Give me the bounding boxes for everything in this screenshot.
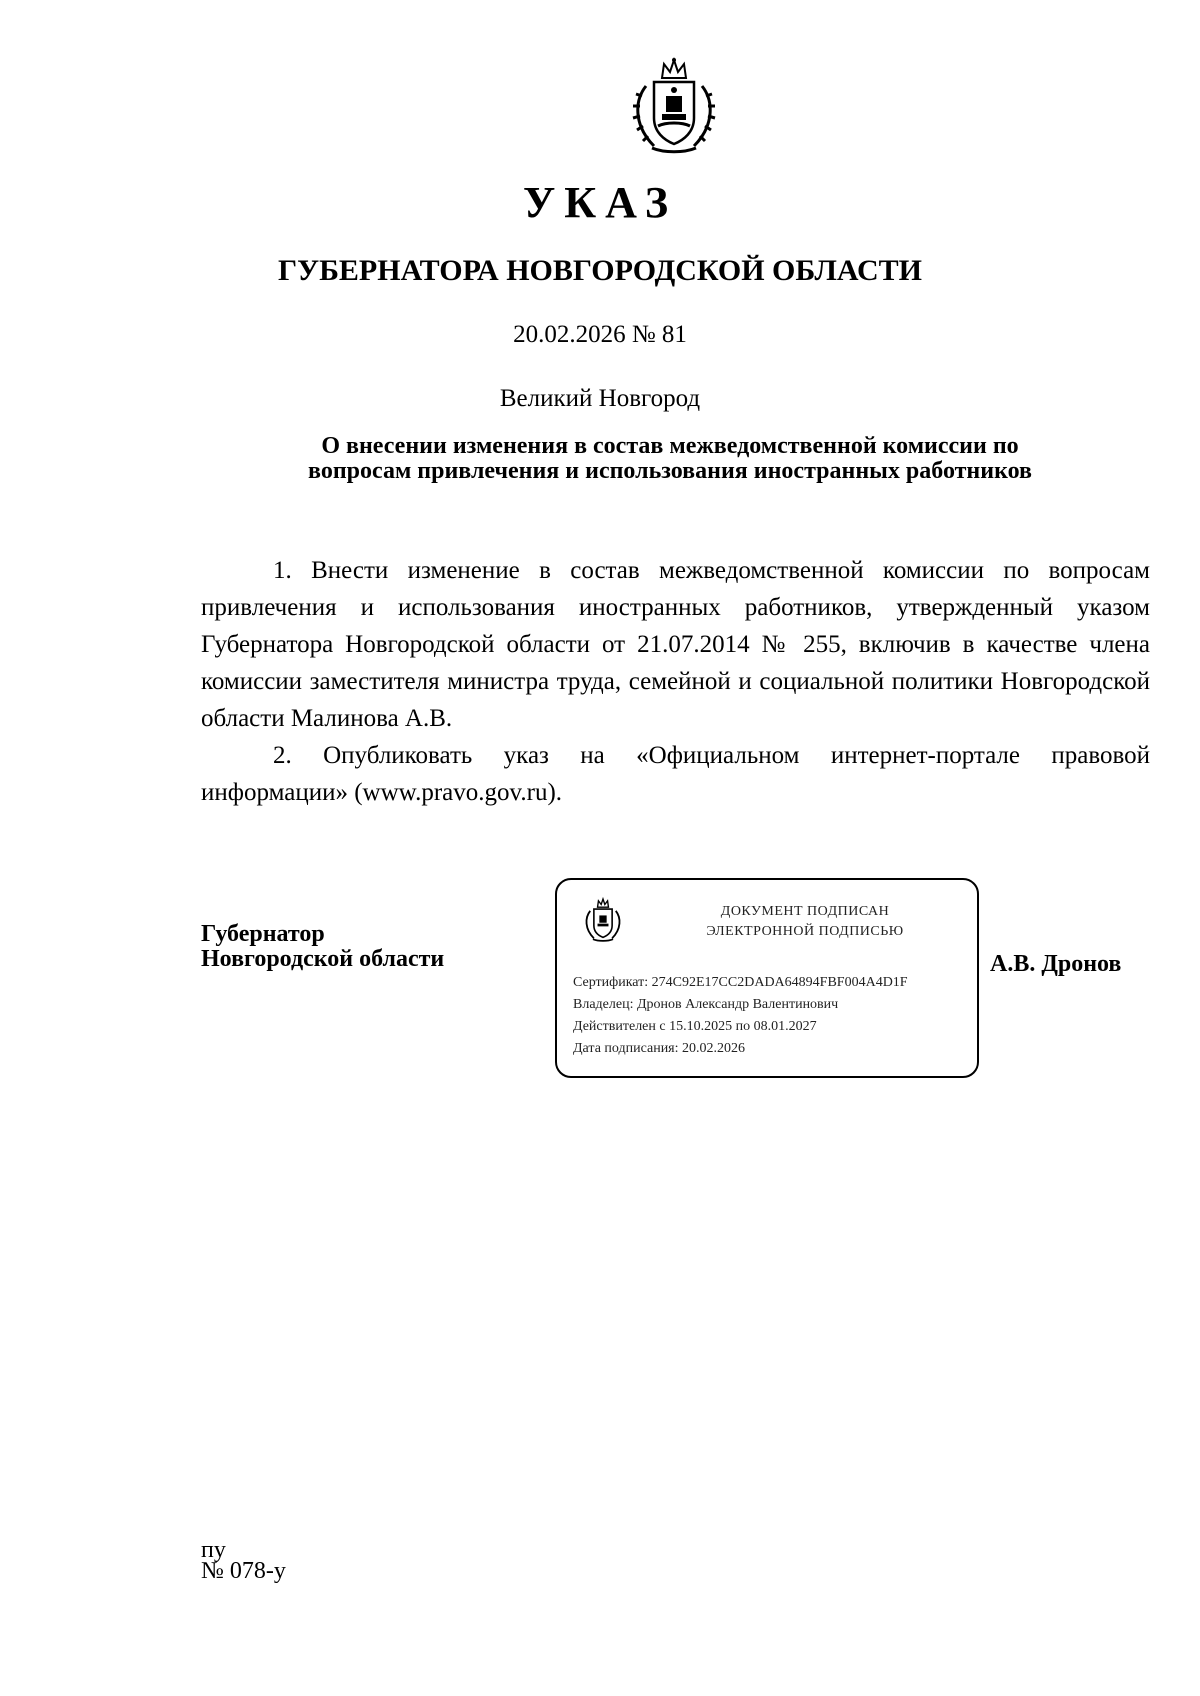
electronic-signature-stamp [555,878,979,1078]
heading-line: О внесении изменения в состав межведомственной комиссии по [321,433,1019,459]
footer-line: № 078-у [201,1558,286,1584]
paragraph: 2. Опубликовать указ на «Официальном интернет-портале правовой информации» (www.pravo.gov.ru). [201,742,1150,806]
stamp-heading [645,902,965,942]
stamp-heading-line: ДОКУМЕНТ ПОДПИСАН [720,904,890,919]
coat-of-arms-icon [582,896,624,944]
stamp-details [573,972,908,1060]
stamp-owner: Владелец: Дронов Александр Валентинович [573,997,839,1012]
stamp-certificate: Сертификат: 274C92E17CC2DADA64894FBF004A4D1F [573,975,908,990]
paragraph: 1. Внести изменение в состав межведомственной комиссии по вопросам привлечения и использования иностранных работников, утвержденный указом Губернатора Новгородской области от 21.07.2014 № 255, включив в качестве члена комиссии заместителя министра труда, семейной и социальной политики Новгородской области Малинова А.В. [201,557,1150,732]
document-title: УКАЗ [522,178,678,227]
document-date-number: 20.02.2026 № 81 [513,321,687,348]
footer-code [201,1537,286,1584]
coat-of-arms-icon [628,56,720,156]
signer-title-line: Губернатор [201,921,325,947]
document-heading [220,434,1120,484]
stamp-signed-date: Дата подписания: 20.02.2026 [573,1041,746,1056]
heading-line: вопросам привлечения и использования иностранных работников [308,458,1032,484]
signer-name: А.В. Дронов [990,951,1122,977]
stamp-heading-line: ЭЛЕКТРОННОЙ ПОДПИСЬЮ [706,924,904,939]
document-city: Великий Новгород [499,385,701,412]
stamp-validity: Действителен с 15.10.2025 по 08.01.2027 [573,1019,817,1034]
document-body [201,552,1150,811]
document-subtitle: ГУБЕРНАТОРА НОВГОРОДСКОЙ ОБЛАСТИ [277,254,923,287]
signer-title-line: Новгородской области [201,946,445,972]
signer-title [201,922,444,972]
footer-line: пу [201,1537,226,1563]
